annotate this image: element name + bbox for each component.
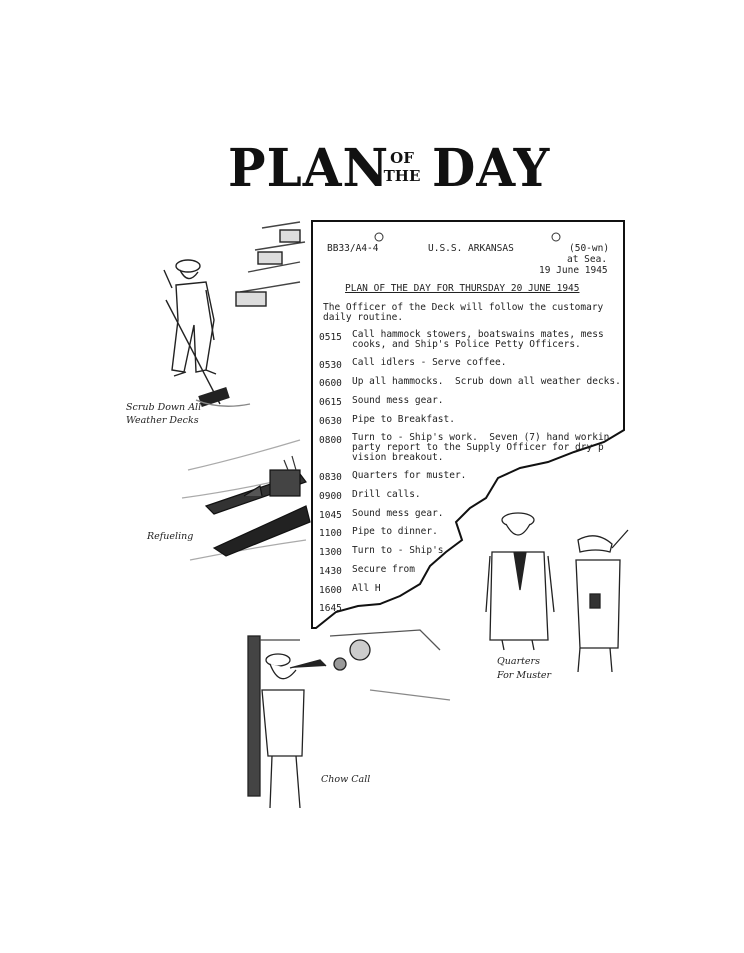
- schedule-time: 1045: [319, 510, 342, 521]
- schedule-entry: cooks, and Ship's Police Petty Officers.: [352, 339, 581, 350]
- schedule-time: 0830: [319, 472, 342, 483]
- schedule-entry: Pipe to dinner.: [352, 526, 438, 537]
- caption-scrub-line-1: Scrub Down All: [126, 402, 202, 413]
- title-day: DAY: [432, 136, 551, 199]
- schedule-time: 0630: [319, 416, 342, 427]
- schedule-entry: Sound mess gear.: [352, 395, 444, 406]
- schedule-time: 1300: [319, 547, 342, 558]
- schedule-entry: Sound mess gear.: [352, 508, 444, 519]
- schedule-time: 0530: [319, 360, 342, 371]
- schedule-entry: party report to the Supply Officer for dry p: [352, 442, 604, 453]
- schedule-time: 0900: [319, 491, 342, 502]
- schedule-entry: Turn to - Ship's work. Seven (7) hand workin: [352, 432, 610, 443]
- title-the: THE: [383, 167, 421, 185]
- schedule-time: 0615: [319, 397, 342, 408]
- file-code: BB33/A4-4: [327, 243, 379, 254]
- schedule-entry: Quarters for muster.: [352, 470, 467, 481]
- schedule-entry: Call idlers - Serve coffee.: [352, 357, 507, 368]
- schedule-entry: Pipe to Breakfast.: [352, 414, 455, 425]
- schedule-entry: vision breakout.: [352, 452, 444, 463]
- intro-line-2: daily routine.: [323, 312, 404, 323]
- caption-refueling: Refueling: [147, 531, 194, 542]
- schedule-time: 1645: [319, 603, 342, 614]
- caption-quarters-line-2: For Muster: [497, 670, 552, 681]
- schedule-time: 1600: [319, 585, 342, 596]
- document-heading: PLAN OF THE DAY FOR THURSDAY 20 JUNE 1945: [345, 283, 580, 294]
- ship-name: U.S.S. ARKANSAS: [428, 243, 514, 254]
- schedule-entry: Call hammock stowers, boatswains mates, mess: [352, 329, 604, 340]
- schedule-entry: Turn to - Ship's: [352, 545, 444, 556]
- schedule-entry: Secure from: [352, 564, 415, 575]
- reference: (50-wn): [569, 243, 610, 254]
- caption-chow-call: Chow Call: [321, 774, 371, 785]
- schedule-entry: Up all hammocks. Scrub down all weather decks.: [352, 376, 621, 387]
- caption-scrub-line-2: Weather Decks: [126, 415, 199, 426]
- schedule-time: 1430: [319, 566, 342, 577]
- schedule-time: 0800: [319, 435, 342, 446]
- caption-quarters-line-1: Quarters: [497, 656, 540, 667]
- title-plan: PLAN: [228, 136, 390, 199]
- schedule-time: 1100: [319, 528, 342, 539]
- schedule-time: 0515: [319, 332, 342, 343]
- schedule-time: 0600: [319, 378, 342, 389]
- document-date: 19 June 1945: [539, 265, 608, 276]
- schedule-entry: All H: [352, 583, 381, 594]
- location: at Sea.: [567, 254, 608, 265]
- schedule-entry: Drill calls.: [352, 489, 421, 500]
- intro-line-1: The Officer of the Deck will follow the customary: [323, 302, 604, 313]
- title-of: OF: [390, 149, 414, 167]
